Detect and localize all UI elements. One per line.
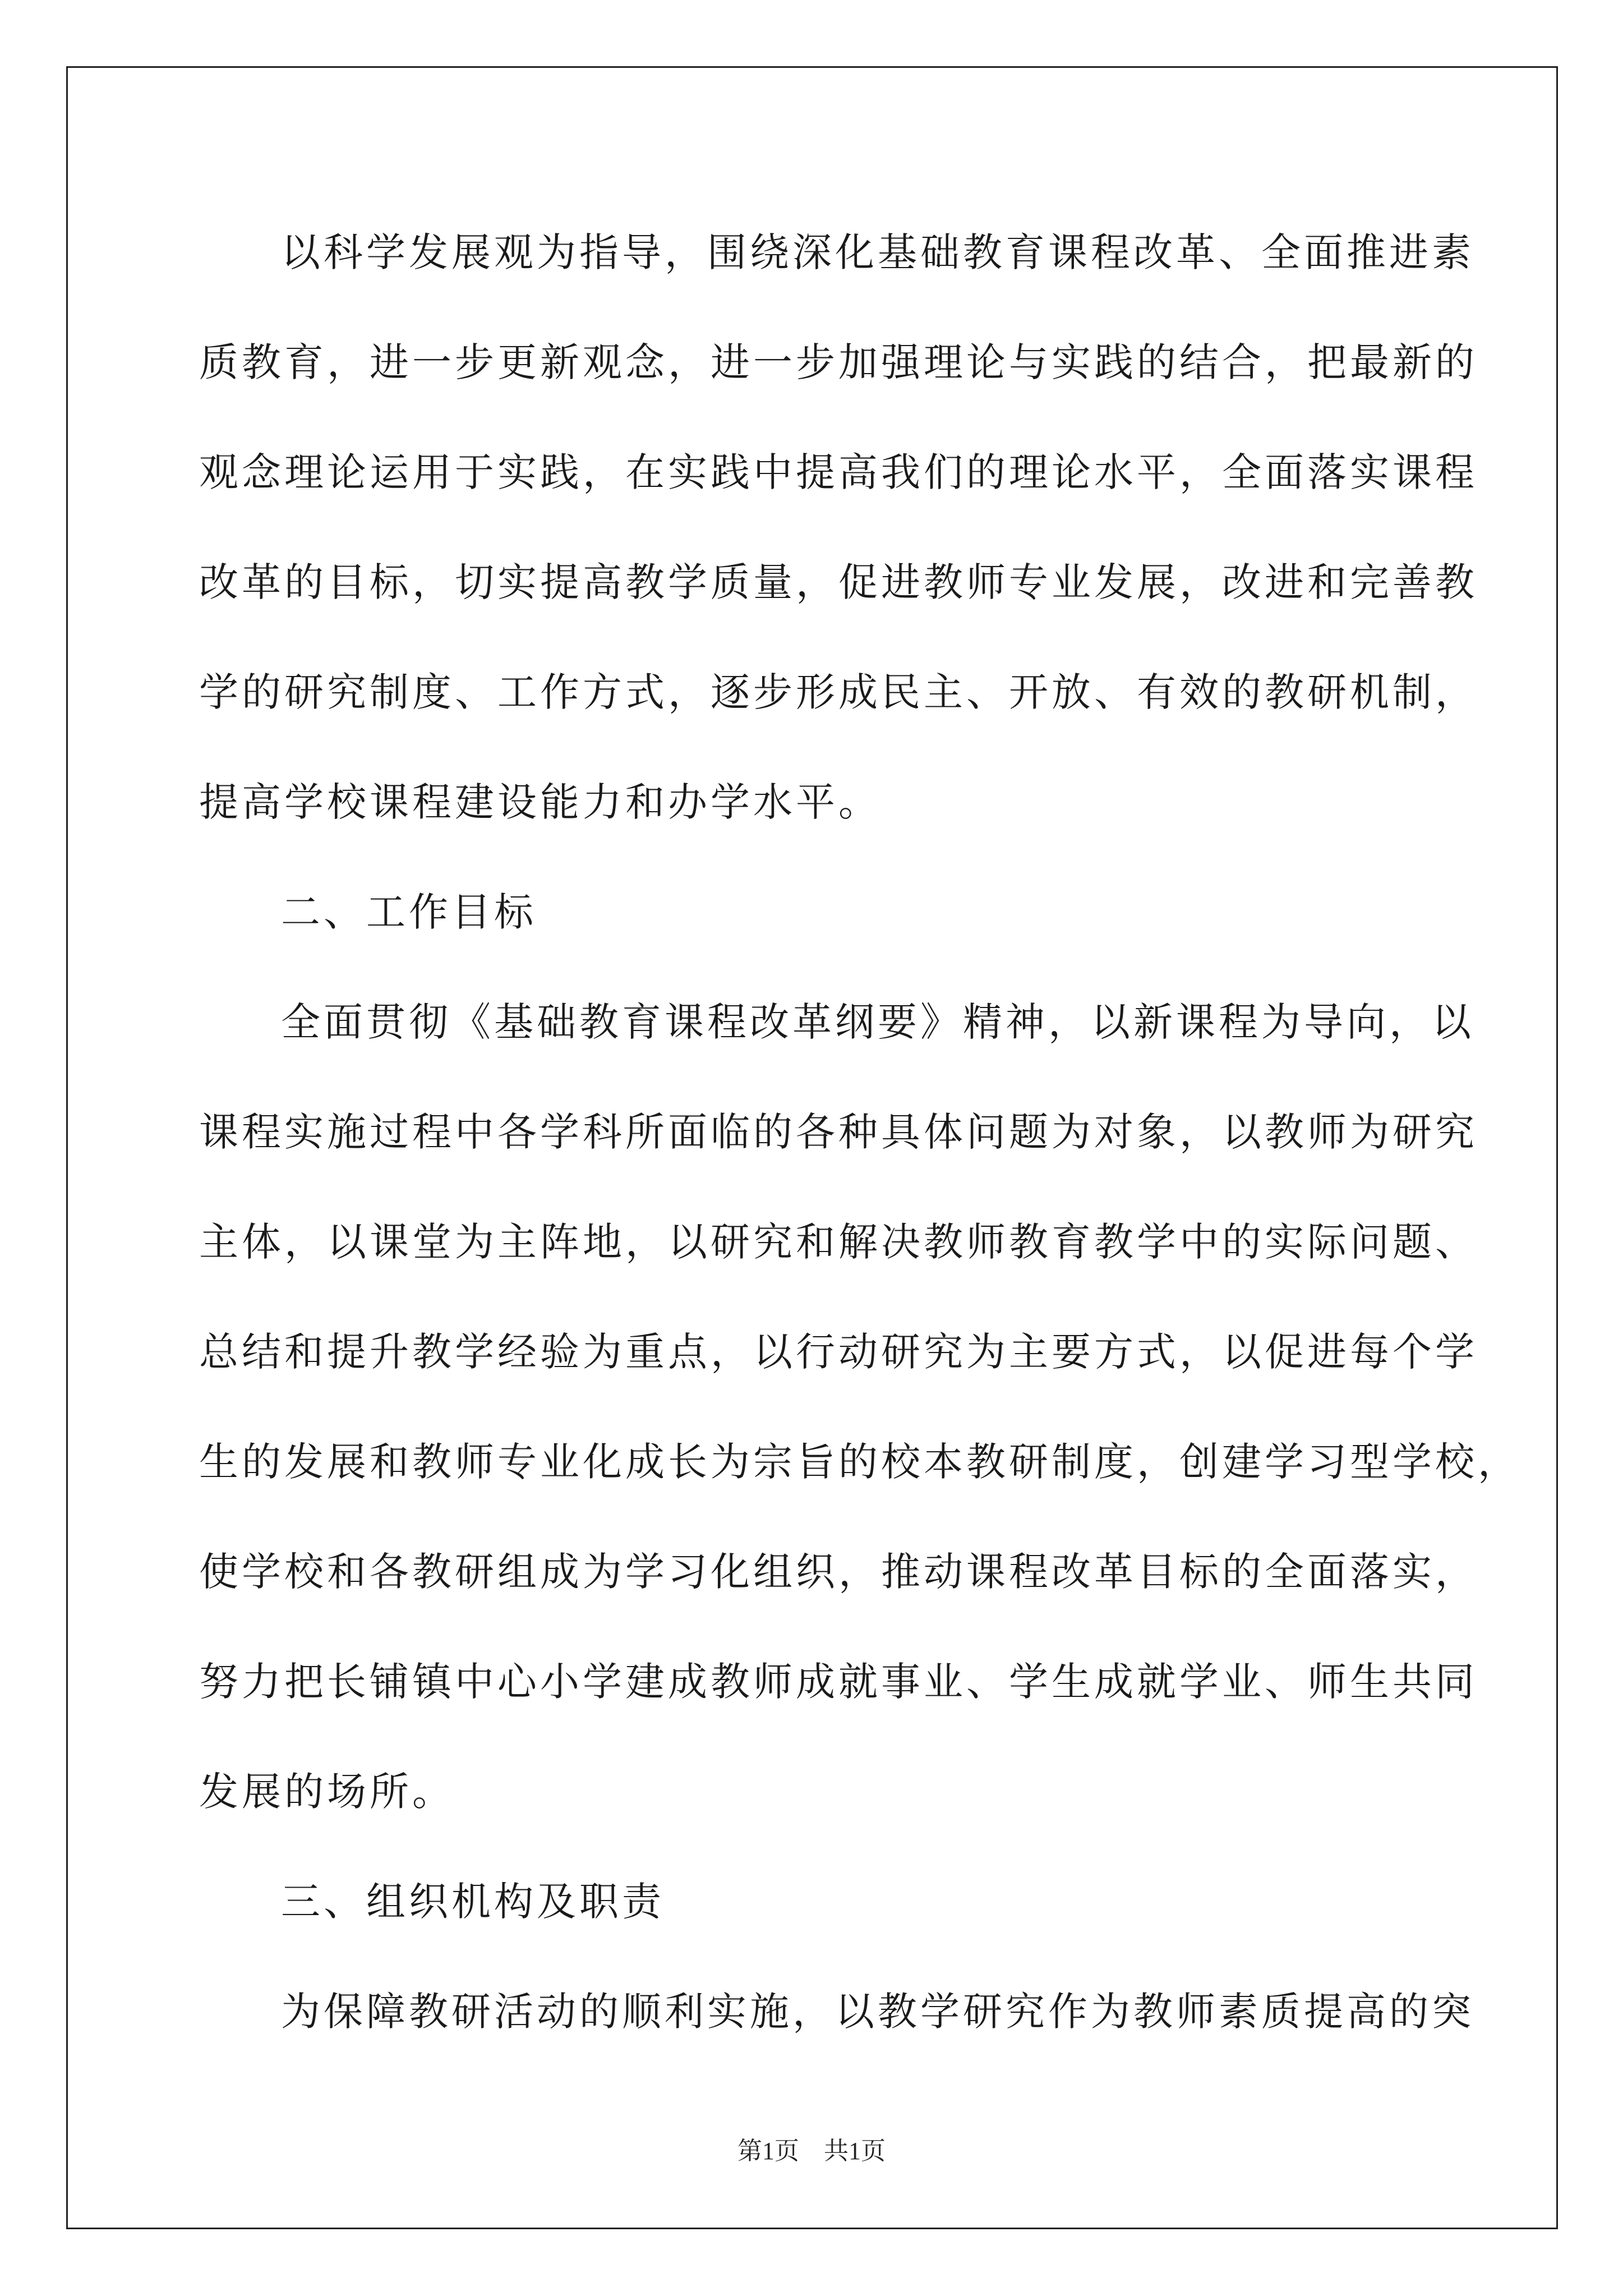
paragraph-line: 提高学校课程建设能力和办学水平。 <box>199 779 881 825</box>
page-footer: 第1页 共1页 <box>737 2137 886 2165</box>
paragraph-line: 全面贯彻《基础教育课程改革纲要》精神，以新课程为导向，以 <box>281 999 1474 1045</box>
paragraph-line: 质教育，进一步更新观念，进一步加强理论与实践的结合，把最新的 <box>199 339 1478 385</box>
paragraph-line: 以科学发展观为指导，围绕深化基础教育课程改革、全面推进素 <box>281 229 1474 275</box>
paragraph-line: 主体，以课堂为主阵地，以研究和解决教师教育教学中的实际问题、 <box>199 1219 1478 1265</box>
paragraph-line: 努力把长铺镇中心小学建成教师成就事业、学生成就学业、师生共同 <box>199 1659 1478 1705</box>
document-body <box>199 210 1520 2079</box>
paragraph-line: 课程实施过程中各学科所面临的各种具体问题为对象，以教师为研究 <box>199 1109 1478 1155</box>
paragraph-line: 观念理论运用于实践，在实践中提高我们的理论水平，全面落实课程 <box>199 449 1478 495</box>
paragraph-line: 使学校和各教研组成为学习化组织，推动课程改革目标的全面落实， <box>199 1549 1478 1595</box>
paragraph-line: 生的发展和教师专业化成长为宗旨的校本教研制度，创建学习型学校， <box>199 1439 1520 1485</box>
paragraph-line: 学的研究制度、工作方式，逐步形成民主、开放、有效的教研机制， <box>199 669 1478 715</box>
paragraph-line: 总结和提升教学经验为重点，以行动研究为主要方式，以促进每个学 <box>199 1329 1478 1375</box>
paragraph-line: 为保障教研活动的顺利实施，以教学研究作为教师素质提高的突 <box>281 1989 1474 2035</box>
section-heading: 三、组织机构及职责 <box>281 1879 665 1925</box>
paragraph-line: 改革的目标，切实提高教学质量，促进教师专业发展，改进和完善教 <box>199 559 1478 605</box>
section-heading: 二、工作目标 <box>281 889 537 935</box>
paragraph-line: 发展的场所。 <box>199 1769 455 1815</box>
